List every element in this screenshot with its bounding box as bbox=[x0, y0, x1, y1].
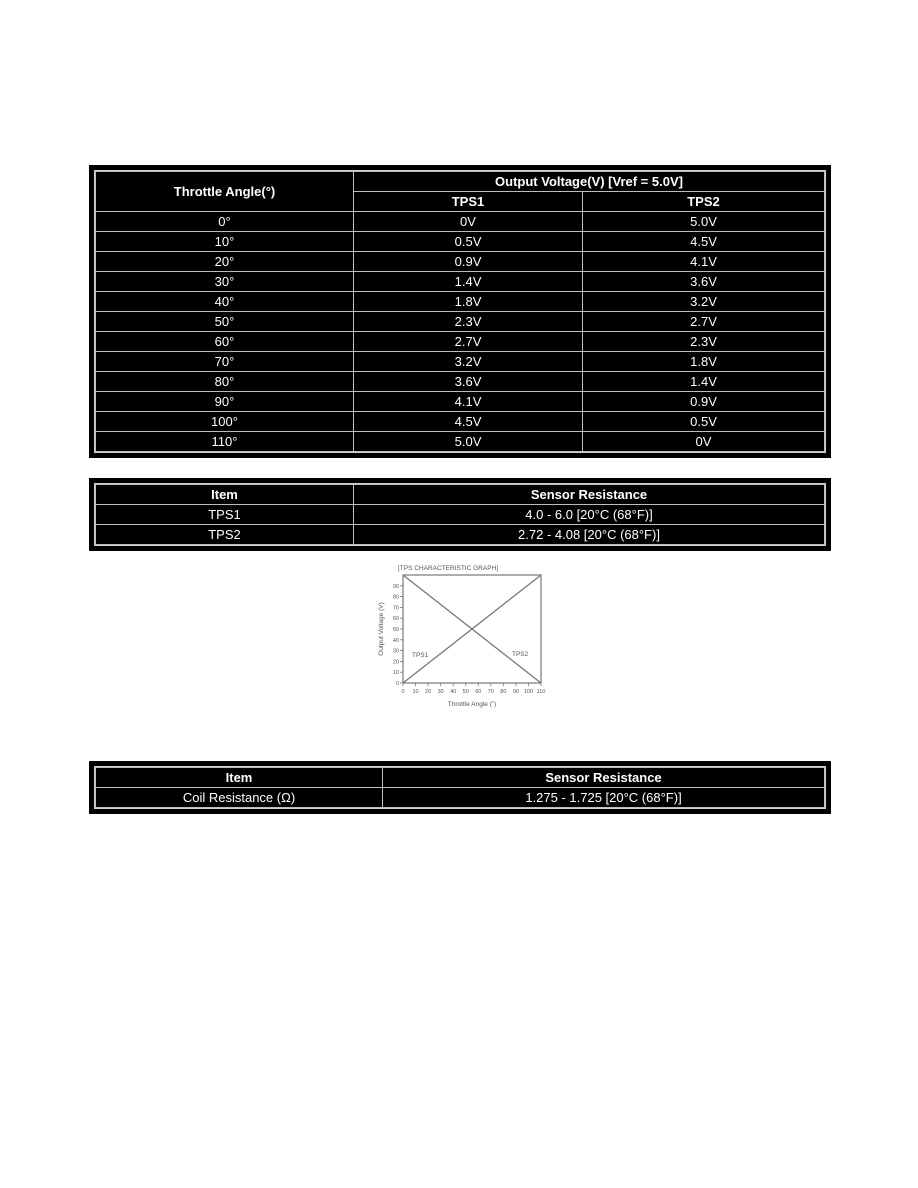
tps-table-body bbox=[96, 212, 825, 452]
angle-cell: 20° bbox=[96, 252, 354, 272]
table-row bbox=[96, 212, 825, 232]
header-sensor-resistance: Sensor Resistance bbox=[383, 768, 825, 788]
tps2-cell: 0V bbox=[583, 432, 825, 452]
angle-cell: 100° bbox=[96, 412, 354, 432]
tps2-cell: 2.7V bbox=[583, 312, 825, 332]
series-label-tps2: TPS2 bbox=[512, 651, 529, 658]
angle-cell: 80° bbox=[96, 372, 354, 392]
tps2-cell: 4.1V bbox=[583, 252, 825, 272]
x-tick-label: 60 bbox=[475, 689, 482, 695]
y-tick-label: 60 bbox=[392, 616, 399, 623]
tps1-cell: 2.7V bbox=[354, 332, 583, 352]
header-tps1: TPS1 bbox=[354, 192, 583, 212]
tps2-cell: 3.6V bbox=[583, 272, 825, 292]
y-tick-label: 30 bbox=[392, 648, 399, 655]
resistance-cell: 1.275 - 1.725 [20°C (68°F)] bbox=[383, 788, 825, 808]
y-tick-label: 80 bbox=[392, 594, 399, 601]
tps2-cell: 0.5V bbox=[583, 412, 825, 432]
tps1-cell: 1.4V bbox=[354, 272, 583, 292]
x-tick-label: 50 bbox=[462, 689, 469, 695]
tps1-cell: 3.6V bbox=[354, 372, 583, 392]
table-row bbox=[96, 788, 825, 808]
item-cell: Coil Resistance (Ω) bbox=[96, 788, 383, 808]
table-row bbox=[96, 272, 825, 292]
resistance-cell: 4.0 - 6.0 [20°C (68°F)] bbox=[354, 505, 825, 525]
x-axis-label: Throttle Angle (˚) bbox=[447, 701, 497, 708]
tps2-cell: 5.0V bbox=[583, 212, 825, 232]
y-tick-label: 0 bbox=[395, 681, 399, 687]
tps1-cell: 0.5V bbox=[354, 232, 583, 252]
header-output-voltage: Output Voltage(V) [Vref = 5.0V] bbox=[354, 172, 825, 192]
tps1-cell: 2.3V bbox=[354, 312, 583, 332]
header-item: Item bbox=[96, 485, 354, 505]
item-cell: TPS2 bbox=[96, 525, 354, 545]
table-row bbox=[96, 352, 825, 372]
tps2-cell: 4.5V bbox=[583, 232, 825, 252]
x-tick-label: 80 bbox=[500, 689, 507, 695]
angle-cell: 70° bbox=[96, 352, 354, 372]
y-axis-label: Output Voltage (V) bbox=[378, 602, 385, 656]
x-tick-label: 110 bbox=[536, 689, 546, 695]
y-tick-label: 40 bbox=[392, 637, 399, 644]
item-cell: TPS1 bbox=[96, 505, 354, 525]
tps1-cell: 0.9V bbox=[354, 252, 583, 272]
tps2-cell: 2.3V bbox=[583, 332, 825, 352]
y-tick-label: 70 bbox=[392, 605, 399, 612]
sensor-resistance-table bbox=[89, 478, 831, 551]
angle-cell: 90° bbox=[96, 392, 354, 412]
tps-characteristic-graph bbox=[373, 561, 551, 709]
y-tick-label: 50 bbox=[392, 627, 399, 633]
x-tick-label: 90 bbox=[512, 689, 519, 695]
table-row bbox=[96, 392, 825, 412]
y-tick-label: 90 bbox=[392, 583, 399, 590]
chart-title: [TPS CHARACTERISTIC GRAPH] bbox=[398, 565, 499, 572]
tps2-cell: 3.2V bbox=[583, 292, 825, 312]
x-tick-label: 30 bbox=[437, 689, 444, 695]
table-row bbox=[96, 312, 825, 332]
tps2-cell: 1.8V bbox=[583, 352, 825, 372]
angle-cell: 40° bbox=[96, 292, 354, 312]
series-label-tps1: TPS1 bbox=[412, 652, 429, 659]
angle-cell: 0° bbox=[96, 212, 354, 232]
tps1-cell: 1.8V bbox=[354, 292, 583, 312]
tps1-cell: 3.2V bbox=[354, 352, 583, 372]
tps1-cell: 4.5V bbox=[354, 412, 583, 432]
angle-cell: 30° bbox=[96, 272, 354, 292]
header-sensor-resistance: Sensor Resistance bbox=[354, 485, 825, 505]
header-item: Item bbox=[96, 768, 383, 788]
x-tick-label: 10 bbox=[412, 689, 419, 695]
table-row bbox=[96, 505, 825, 525]
axis-ticks bbox=[393, 584, 546, 695]
tps1-cell: 5.0V bbox=[354, 432, 583, 452]
tps1-cell: 4.1V bbox=[354, 392, 583, 412]
table-row bbox=[96, 332, 825, 352]
x-tick-label: 70 bbox=[487, 689, 494, 695]
angle-cell: 10° bbox=[96, 232, 354, 252]
table-row bbox=[96, 252, 825, 272]
y-tick-label: 20 bbox=[392, 659, 399, 666]
angle-cell: 50° bbox=[96, 312, 354, 332]
x-tick-label: 40 bbox=[450, 689, 457, 695]
header-tps2: TPS2 bbox=[583, 192, 825, 212]
table-row bbox=[96, 412, 825, 432]
tps1-cell: 0V bbox=[354, 212, 583, 232]
header-throttle-angle: Throttle Angle(°) bbox=[96, 172, 354, 212]
tps2-cell: 0.9V bbox=[583, 392, 825, 412]
tps2-cell: 1.4V bbox=[583, 372, 825, 392]
x-tick-label: 0 bbox=[401, 689, 405, 695]
angle-cell: 110° bbox=[96, 432, 354, 452]
resistance-cell: 2.72 - 4.08 [20°C (68°F)] bbox=[354, 525, 825, 545]
coil-resistance-table bbox=[89, 761, 831, 814]
tps-output-voltage-table bbox=[89, 165, 831, 458]
series-lines bbox=[403, 575, 541, 683]
table-row bbox=[96, 372, 825, 392]
table-row bbox=[96, 232, 825, 252]
table-row bbox=[96, 292, 825, 312]
x-tick-label: 20 bbox=[425, 689, 432, 695]
table-row bbox=[96, 432, 825, 452]
angle-cell: 60° bbox=[96, 332, 354, 352]
table-row bbox=[96, 525, 825, 545]
x-tick-label: 100 bbox=[523, 689, 534, 695]
y-tick-label: 10 bbox=[392, 670, 399, 677]
